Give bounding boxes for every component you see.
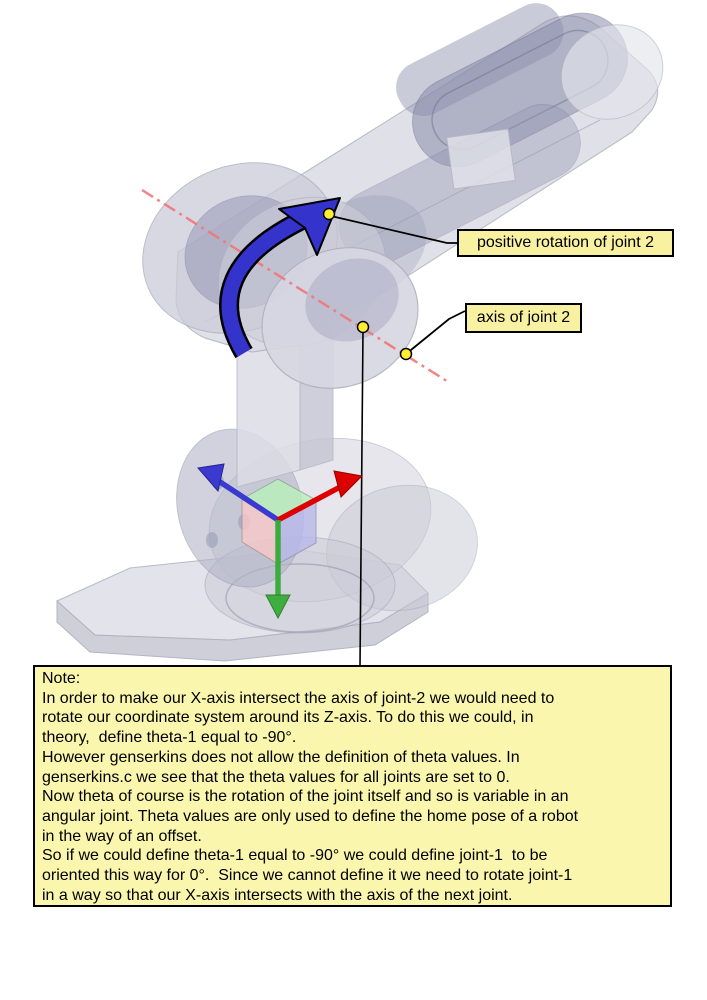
note-line: in a way so that our X-axis intersects with the axis of the next joint.: [42, 886, 513, 904]
note-line: genserkins.c we see that the theta values for all joints are set to 0.: [42, 768, 510, 786]
label-positive-rotation: positive rotation of joint 2: [457, 229, 674, 257]
note-line: Now theta of course is the rotation of the joint itself and so is variable in an: [42, 788, 569, 806]
note-line: theory, define theta-1 equal to -90°.: [42, 729, 297, 747]
marker-dot-axis-far: [401, 349, 412, 360]
note-line: rotate our coordinate system around its Z-axis. To do this we could, in: [42, 709, 534, 727]
note-line: However genserkins does not allow the definition of theta values. In: [42, 748, 520, 766]
disc-hole: [206, 532, 218, 548]
marker-dot-rotation: [324, 209, 335, 220]
label-axis-of-joint: axis of joint 2: [465, 303, 582, 333]
note-line: In order to make our X-axis intersect the axis of joint-2 we would need to: [42, 689, 555, 707]
note-line: angular joint. Theta values are only used to define the home pose of a robot: [42, 807, 579, 825]
note-line: So if we could define theta-1 equal to -90° we could define joint-1 to be: [42, 847, 548, 865]
arm-detail-cube: [447, 129, 516, 189]
note-line: in the way of an offset.: [42, 827, 202, 845]
note-box: [33, 665, 672, 907]
marker-dot-axis-near: [358, 322, 369, 333]
note-line: oriented this way for 0°. Since we cannot define it we need to rotate joint-1: [42, 867, 573, 885]
note-line: Note:: [42, 670, 81, 687]
